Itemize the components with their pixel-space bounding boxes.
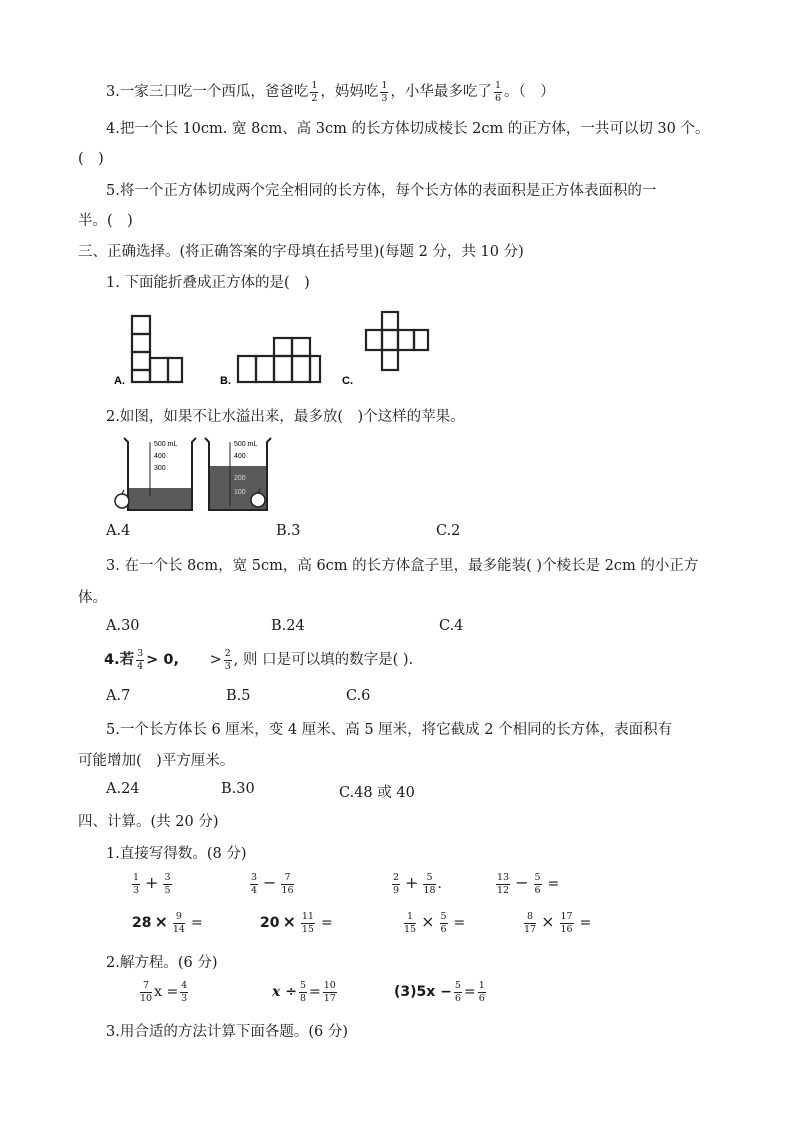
s3-q4-option-c: C.6 xyxy=(346,688,371,704)
beaker-right xyxy=(205,438,271,510)
s3-q2-option-a: A.4 xyxy=(106,523,131,539)
s3-q5-option-b: B.30 xyxy=(221,781,255,797)
beaker-left xyxy=(115,438,196,510)
calc-r2-1: 28 × $\frac{9}{14}$ = xyxy=(132,911,203,935)
judge-q4-line1: 4.把一个长 10cm. 宽 8cm、高 3cm 的长方体切成棱长 2cm 的正方体，一共可以切 30 个。 xyxy=(106,121,710,137)
s3-q4: 4.若 $\frac{3}{4}$ > 0, > $\frac{2}{3}$ , 则 口是可以填的数字是( ). xyxy=(104,648,414,672)
calc-r1-1: $\frac{1}{3}$ + $\frac{3}{5}$ xyxy=(133,872,171,896)
svg-text:100: 100 xyxy=(234,489,246,496)
s3-q4-option-b: B.5 xyxy=(226,688,251,704)
svg-text:400: 400 xyxy=(234,453,246,460)
s3-q3-option-a: A.30 xyxy=(106,618,140,634)
svg-text:400: 400 xyxy=(154,453,166,460)
section3-title: 三、正确选择。(将正确答案的字母填在括号里)(每题 2 分，共 10 分) xyxy=(78,244,524,260)
calc-r1-4: $\frac{13}{12}$ − $\frac{5}{6}$ = xyxy=(497,872,560,896)
judge-q3: 3.一家三口吃一个西瓜，爸爸吃 $\frac{1}{2}$ ，妈妈吃 $\frac{1}{3}$ ，小华最多吃了 $\frac{1}{6}$ 。（ ） xyxy=(106,80,555,104)
s3-q3-line2: 体。 xyxy=(78,590,107,606)
svg-text:500 mL: 500 mL xyxy=(234,441,258,448)
s4-p3: 3.用合适的方法计算下面各题。(6 分) xyxy=(106,1024,348,1040)
s3-q4-option-a: A.7 xyxy=(106,688,131,704)
fraction: $\frac{3}{4}$ xyxy=(137,648,144,672)
fraction: $\frac{1}{3}$ xyxy=(381,80,388,104)
s4-p1: 1.直接写得数。(8 分) xyxy=(106,846,247,862)
s3-q5-option-c: C.48 或 40 xyxy=(339,785,415,801)
fraction: $\frac{1}{2}$ xyxy=(311,80,318,104)
svg-text:500 mL: 500 mL xyxy=(154,441,178,448)
s3-q2: 2.如图，如果不让水溢出来，最多放( )个这样的苹果。 xyxy=(106,409,465,425)
net-a xyxy=(132,316,182,382)
s3-q2-option-c: C.2 xyxy=(436,523,461,539)
svg-text:200: 200 xyxy=(234,475,246,482)
calc-r1-3: $\frac{2}{9}$ + $\frac{5}{18}$ . xyxy=(393,872,442,896)
equation-1: $\frac{7}{10}$ x = $\frac{4}{3}$ xyxy=(140,980,188,1004)
s3-q5-line2: 可能增加( )平方厘米。 xyxy=(78,753,235,769)
net-b xyxy=(238,338,320,382)
s3-q3-option-c: C.4 xyxy=(439,618,464,634)
apple-icon xyxy=(251,493,265,507)
s3-q3-option-b: B.24 xyxy=(271,618,305,634)
calc-r2-3: $\frac{1}{15}$ × $\frac{5}{6}$ = xyxy=(404,911,466,935)
equation-3: (3)5x − $\frac{5}{6}$ = $\frac{1}{6}$ xyxy=(394,980,485,1004)
cube-nets-figure xyxy=(110,308,440,390)
net-c-label: C. xyxy=(342,375,353,387)
calc-r2-4: $\frac{8}{17}$ × $\frac{17}{16}$ = xyxy=(524,911,592,935)
s3-q5-line1: 5.一个长方体长 6 厘米，变 4 厘米、高 5 厘米，将它截成 2 个相同的长方体，表面积有 xyxy=(106,722,673,738)
judge-q4-line2: ( ) xyxy=(78,151,104,167)
judge-q5-line2: 半。( ) xyxy=(78,213,133,229)
s3-q1: 1. 下面能折叠成正方体的是( ) xyxy=(106,275,310,291)
judge-q5-line1: 5.将一个正方体切成两个完全相同的长方体，每个长方体的表面积是正方体表面积的一 xyxy=(106,183,657,199)
svg-text:300: 300 xyxy=(154,465,166,472)
net-a-label: A. xyxy=(114,375,125,387)
net-c xyxy=(366,312,428,370)
beakers-figure xyxy=(110,432,280,514)
equation-2: x ÷ $\frac{5}{8}$ = $\frac{10}{17}$ xyxy=(272,980,336,1004)
calc-r1-2: $\frac{3}{4}$ − $\frac{7}{16}$ xyxy=(251,872,294,896)
s3-q5-option-a: A.24 xyxy=(106,781,140,797)
apple-icon xyxy=(115,494,129,508)
section4-title: 四、计算。(共 20 分) xyxy=(78,814,219,830)
judge-q3-text-a: 3.一家三口吃一个西瓜，爸爸吃 xyxy=(106,84,309,100)
s3-q2-option-b: B.3 xyxy=(276,523,301,539)
fraction: $\frac{2}{3}$ xyxy=(224,648,231,672)
net-b-label: B. xyxy=(220,375,231,387)
s4-p2: 2.解方程。(6 分) xyxy=(106,955,218,971)
s3-q3-line1: 3. 在一个长 8cm，宽 5cm，高 6cm 的长方体盒子里，最多能装( )个棱长是 2cm 的小正方 xyxy=(106,558,699,574)
fraction: $\frac{1}{6}$ xyxy=(494,80,501,104)
calc-r2-2: 20 × $\frac{11}{15}$ = xyxy=(260,911,333,935)
